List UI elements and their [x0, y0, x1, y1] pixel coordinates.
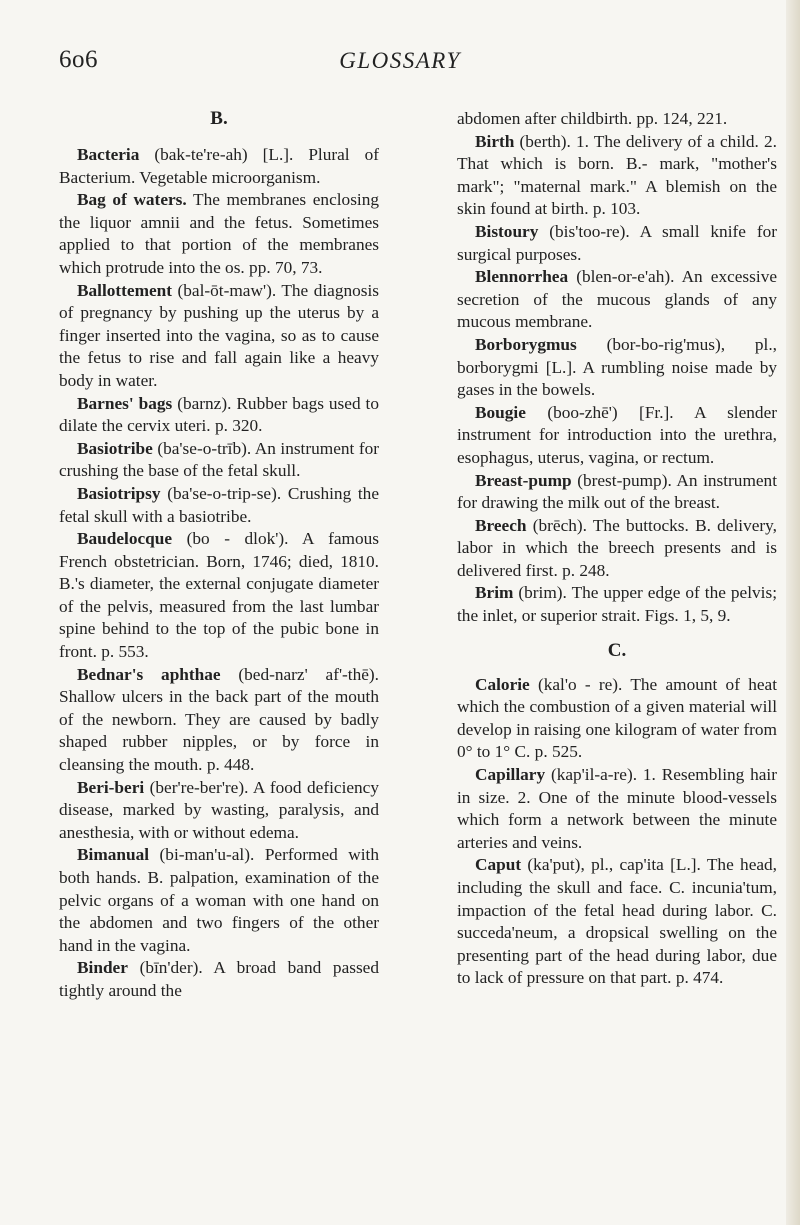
entry-term: Bougie: [475, 402, 526, 422]
page-edge: [786, 0, 800, 1225]
entry-definition: (ber're-ber're). A food deficiency disease, marked by wasting, paralysis, and anesthesia, with or without edema.: [59, 777, 379, 842]
running-title: GLOSSARY: [339, 48, 461, 73]
entry-term: Ballottement: [77, 280, 173, 300]
glossary-entry: [457, 266, 777, 334]
entry-term: Basiotripsy: [77, 483, 161, 503]
entry-definition: (brest-pump). An instrument for drawing the milk out of the breast.: [457, 470, 777, 513]
left-entries: [59, 144, 379, 1003]
entry-term: Brim: [475, 583, 514, 603]
glossary-entry: [59, 393, 379, 438]
glossary-entry: [457, 470, 777, 515]
section-heading-c: C.: [607, 639, 627, 661]
glossary-entry: [59, 483, 379, 528]
entry-definition: (bed-narz' af'-thē). Shallow ulcers in the back part of the mouth of the newborn. They are caused by badly shaped rubber nipples, or by force in cleansing the mouth. p. 448.: [59, 664, 379, 775]
entry-definition: (bo - dlok'). A famous French obstetrician. Born, 1746; died, 1810. B.'s diameter, the external conjugate diameter of the pelvis, measured from the last lumbar spine behind to the top of the pubic bone in front. p. 553.: [59, 529, 379, 662]
entry-definition: (bis'too-re). A small knife for surgical purposes.: [457, 221, 777, 264]
glossary-entry: [457, 674, 777, 764]
entry-definition: (bi-man'u-al). Performed with both hands. B. palpation, examination of the pelvic organs of a woman with one hand on the abdomen and two fingers of the other hand in the vagina.: [59, 845, 379, 955]
continued-entry: abdomen after childbirth. pp. 124, 221.: [457, 109, 728, 128]
entry-term: Bednar's aphthae: [77, 664, 221, 684]
entry-term: Bistoury: [475, 221, 539, 241]
entry-definition: (ba'se-o-trīb). An instrument for crushing the base of the fetal skull.: [59, 438, 379, 481]
glossary-entry: [457, 582, 777, 627]
entry-term: Birth: [475, 131, 515, 151]
entry-definition: (bor-bo-rig'mus), pl., borborygmi [L.]. A rumbling noise made by gases in the bowels.: [457, 334, 777, 400]
entry-term: Basiotribe: [77, 438, 153, 458]
glossary-entry: [59, 144, 379, 189]
right-entries-b: [457, 131, 777, 628]
entry-term: Borborygmus: [475, 334, 577, 354]
glossary-entry: [59, 777, 379, 845]
entry-term: Caput: [475, 855, 522, 875]
entry-definition: (brēch). The buttocks. B. delivery, labor in which the breech presents and is delivered first. p. 248.: [457, 515, 777, 580]
glossary-entry: [59, 528, 379, 664]
entry-term: Bacteria: [77, 145, 140, 164]
entry-term: Barnes' bags: [77, 393, 173, 413]
glossary-entry: [457, 334, 777, 402]
right-column: [457, 108, 777, 990]
right-entries-c: [457, 674, 777, 990]
glossary-entry: [457, 131, 777, 221]
entry-definition: (ka'put), pl., cap'ita [L.]. The head, including the skull and face. C. incunia'tum, impaction of the fetal head during labor. C. succeda'neum, a dropsical swelling on the presenting part of the head during labor, due to lack of pressure on that part. p. 474.: [457, 855, 777, 988]
entry-term: Bag of waters.: [77, 190, 187, 210]
entry-term: Calorie: [475, 674, 530, 694]
glossary-entry: [457, 854, 777, 990]
entry-definition: (berth). 1. The delivery of a child. 2. That which is born. B.- mark, "mother's mark"; "maternal mark." A blemish on the skin found at birth. p. 103.: [457, 131, 777, 219]
entry-definition: The membranes enclosing the liquor amnii and the fetus. Sometimes applied to that portion of the membranes which protrude into the os. pp. 70, 73.: [59, 190, 379, 277]
glossary-entry: [59, 664, 379, 777]
entry-term: Baudelocque: [77, 529, 173, 549]
page-number: 6o6: [59, 46, 98, 73]
entry-term: Binder: [77, 958, 128, 978]
glossary-entry: [457, 764, 777, 854]
glossary-entry: [457, 221, 777, 266]
entry-term: Beri-beri: [77, 777, 145, 797]
entry-term: Breast-pump: [475, 470, 572, 490]
entry-definition: (bal-ōt-maw'). The diagnosis of pregnancy by pushing up the uterus by a finger inserted into the vagina, so as to cause the fetus to rise and fall again like a heavy body in water.: [59, 280, 379, 390]
glossary-entry: [59, 280, 379, 393]
entry-definition: (boo-zhē') [Fr.]. A slender instrument for introduction into the urethra, esophagus, uterus, vagina, or rectum.: [457, 402, 777, 467]
glossary-entry: [59, 189, 379, 279]
entry-definition: (bīn'der). A broad band passed tightly around the: [59, 958, 379, 1000]
entry-term: Blennorrhea: [475, 267, 569, 287]
entry-definition: (ba'se-o-trip-se). Crushing the fetal skull with a basiotribe.: [59, 483, 379, 526]
entry-term: Bimanual: [77, 845, 150, 865]
entry-definition: (kap'il-a-re). 1. Resembling hair in size. 2. One of the minute blood-vessels which form a network between the minute arteries and veins.: [457, 765, 777, 852]
entry-definition: (blen-or-e'ah). An excessive secretion of the mucous glands of any mucous membrane.: [457, 267, 777, 332]
glossary-entry: [59, 844, 379, 957]
entry-definition: (kal'o - re). The amount of heat which the combustion of a given material will develop in raising one kilogram of water from 0° to 1° C. p. 525.: [457, 674, 777, 762]
glossary-entry: [59, 438, 379, 483]
glossary-entry: [457, 515, 777, 583]
entry-definition: (bak-te're-ah) [L.]. Plural of Bacterium. Vegetable microorganism.: [59, 145, 379, 187]
entry-definition: (brim). The upper edge of the pelvis; the inlet, or superior strait. Figs. 1, 5, 9.: [457, 583, 777, 626]
page-header: [0, 46, 800, 86]
entry-definition: (barnz). Rubber bags used to dilate the cervix uteri. p. 320.: [59, 393, 379, 436]
entry-term: Breech: [475, 515, 527, 535]
left-column: [59, 108, 379, 1003]
entry-term: Capillary: [475, 765, 546, 785]
section-heading-b: B.: [210, 108, 228, 129]
glossary-entry: [59, 957, 379, 1002]
glossary-entry: [457, 402, 777, 470]
